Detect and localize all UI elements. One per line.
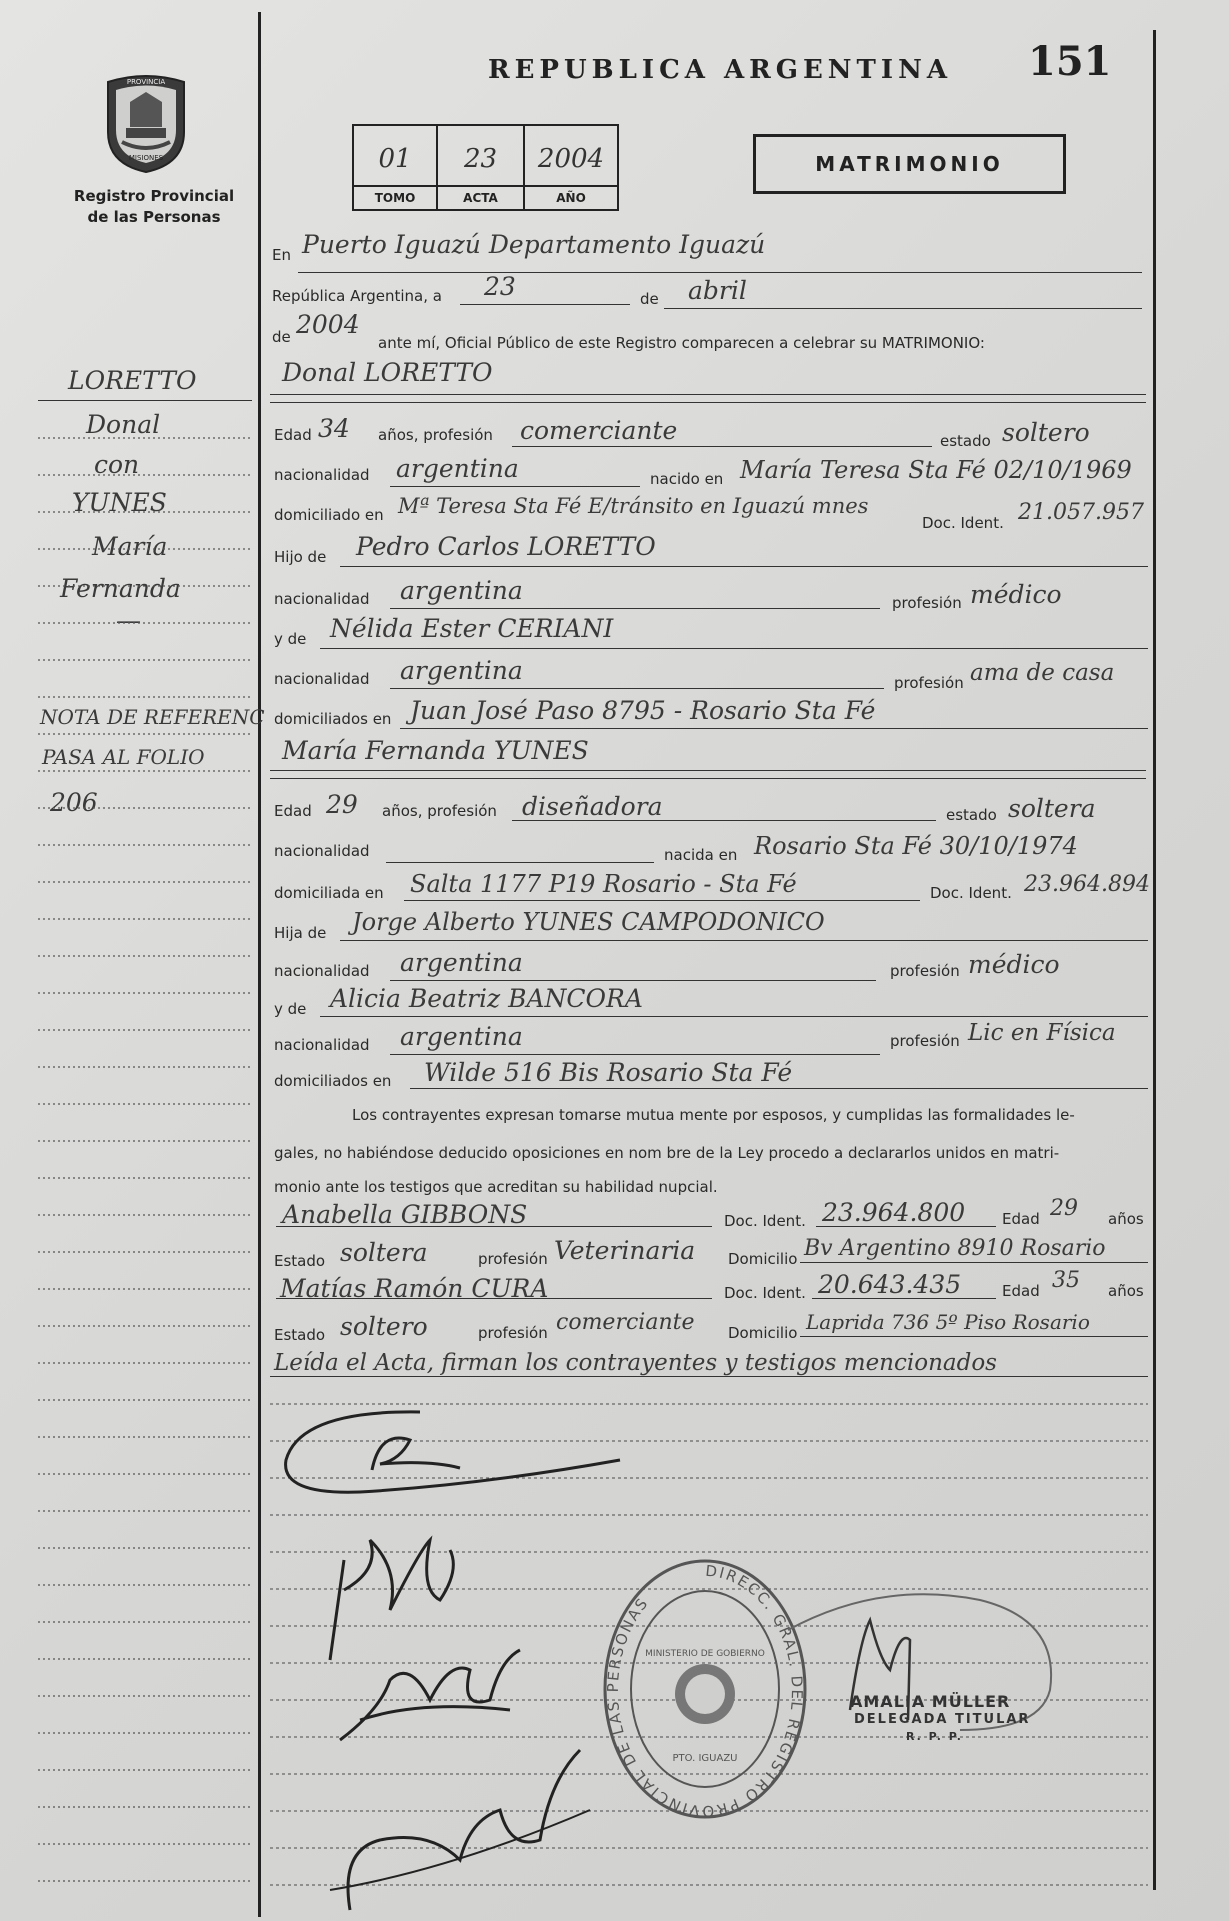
- groom-nacido-label: nacido en: [650, 470, 724, 488]
- bride-name: María Fernanda YUNES: [282, 736, 589, 765]
- place-value: Puerto Iguazú Departamento Iguazú: [302, 230, 766, 259]
- republica-label: República Argentina, a: [272, 287, 442, 305]
- groom-mother-nac: argentina: [400, 656, 523, 685]
- witness-1-dom-label: Domicilio: [728, 1250, 798, 1268]
- closing-text: Leída el Acta, firman los contrayentes y testigos mencionados: [274, 1350, 997, 1376]
- declaration-line-3: monio ante los testigos que acreditan su habilidad nupcial.: [274, 1178, 718, 1196]
- margin-con: con: [94, 450, 140, 479]
- svg-text:PTO. IGUAZU: PTO. IGUAZU: [672, 1753, 738, 1764]
- groom-parents-dom: Juan José Paso 8795 - Rosario Sta Fé: [410, 696, 876, 725]
- witness-1-doc: 23.964.800: [822, 1198, 966, 1227]
- day-value: 23: [484, 272, 516, 301]
- prof-label: profesión: [890, 1032, 960, 1050]
- margin-dash: —: [116, 606, 141, 635]
- page-title: REPUBLICA ARGENTINA: [488, 55, 953, 85]
- witness-1-profesion: Veterinaria: [554, 1236, 696, 1265]
- groom-father: Pedro Carlos LORETTO: [356, 532, 656, 561]
- margin-nota-1: NOTA DE REFERENC: [40, 705, 265, 729]
- nac-label: nacionalidad: [274, 962, 370, 980]
- witness-2-domicilio: Laprida 736 5º Piso Rosario: [806, 1310, 1090, 1334]
- witness-2-edad-label: Edad: [1002, 1282, 1040, 1300]
- witness-2-edad: 35: [1052, 1268, 1080, 1293]
- groom-anios-label: años, profesión: [378, 426, 493, 444]
- bride-doc-label: Doc. Ident.: [930, 884, 1012, 902]
- prof-label: profesión: [892, 594, 962, 612]
- witness-2-anios-label: años: [1108, 1282, 1144, 1300]
- witness-2-estado-label: Estado: [274, 1326, 326, 1344]
- svg-text:PROVINCIA: PROVINCIA: [126, 78, 166, 86]
- bride-father-nac: argentina: [400, 948, 523, 977]
- signature-4: [310, 1720, 610, 1920]
- en-label: En: [272, 246, 291, 264]
- witness-1-prof-label: profesión: [478, 1250, 548, 1268]
- bride-edad: 29: [326, 790, 358, 819]
- signature-1: [280, 1400, 640, 1510]
- hija-label: Hija de: [274, 924, 327, 942]
- groom-dom-label: domiciliado en: [274, 506, 384, 524]
- hijo-label: Hijo de: [274, 548, 327, 566]
- margin-surname-2: YUNES: [72, 488, 167, 517]
- tomo-value: 01: [378, 144, 412, 174]
- margin-name-2a: María: [92, 532, 168, 561]
- margin-name-1: Donal: [86, 410, 161, 439]
- yde-label: y de: [274, 630, 307, 648]
- yde-label: y de: [274, 1000, 307, 1018]
- domiciliados-label: domiciliados en: [274, 710, 392, 728]
- groom-estado: soltero: [1002, 418, 1090, 447]
- bride-profesion: diseñadora: [522, 792, 663, 821]
- year-value: 2004: [296, 310, 360, 339]
- groom-doc-label: Doc. Ident.: [922, 514, 1004, 532]
- groom-mother: Nélida Ester CERIANI: [330, 614, 614, 643]
- prof-label: profesión: [890, 962, 960, 980]
- anio-label: AÑO: [525, 185, 617, 209]
- officer-name: AMALIA MÜLLER: [850, 1692, 1011, 1711]
- groom-father-prof: médico: [970, 580, 1062, 609]
- bride-nacida: Rosario Sta Fé 30/10/1974: [754, 832, 1078, 860]
- folio-number: 151: [1028, 38, 1112, 85]
- bride-edad-label: Edad: [274, 802, 312, 820]
- margin-name-2b: Fernanda: [60, 574, 181, 603]
- svg-text:MISIONES: MISIONES: [128, 154, 164, 162]
- bride-nac-label: nacionalidad: [274, 842, 370, 860]
- officer-title: DELEGADA TITULAR: [854, 1712, 1031, 1727]
- witness-1-edad-label: Edad: [1002, 1210, 1040, 1228]
- margin-nota-2: PASA AL FOLIO: [42, 745, 205, 769]
- margin-surname-1: LORETTO: [68, 366, 197, 395]
- groom-domicilio: Mª Teresa Sta Fé E/tránsito en Iguazú mnes: [398, 494, 869, 518]
- bride-domicilio: Salta 1177 P19 Rosario - Sta Fé: [410, 870, 797, 898]
- witness-1-name: Anabella GIBBONS: [282, 1200, 528, 1229]
- bride-doc: 23.964.894: [1024, 872, 1150, 897]
- bride-father: Jorge Alberto YUNES CAMPODONICO: [352, 908, 825, 936]
- de-label-2: de: [272, 328, 291, 346]
- officer-org: R. P. P.: [906, 1730, 963, 1743]
- witness-1-doc-label: Doc. Ident.: [724, 1212, 806, 1230]
- groom-name: Donal LORETTO: [282, 358, 493, 387]
- witness-2-doc: 20.643.435: [818, 1270, 962, 1299]
- witness-1-estado-label: Estado: [274, 1252, 326, 1270]
- witness-1-anios-label: años: [1108, 1210, 1144, 1228]
- groom-edad-label: Edad: [274, 426, 312, 444]
- bride-nacida-label: nacida en: [664, 846, 738, 864]
- nac-label: nacionalidad: [274, 670, 370, 688]
- prof-label: profesión: [894, 674, 964, 692]
- nac-label: nacionalidad: [274, 1036, 370, 1054]
- witness-2-dom-label: Domicilio: [728, 1324, 798, 1342]
- bride-mother: Alicia Beatriz BANCORA: [330, 984, 643, 1013]
- witness-2-estado: soltero: [340, 1312, 428, 1341]
- witness-2-prof-label: profesión: [478, 1324, 548, 1342]
- anio-value: 2004: [537, 144, 605, 174]
- document-type-box: MATRIMONIO: [753, 134, 1066, 194]
- month-value: abril: [688, 276, 747, 305]
- witness-2-profesion: comerciante: [556, 1310, 695, 1335]
- nac-label: nacionalidad: [274, 590, 370, 608]
- groom-mother-prof: ama de casa: [970, 660, 1115, 686]
- margin-nota-3: 206: [50, 788, 98, 817]
- ante-label: ante mí, Oficial Público de este Registro comparecen a celebrar su MATRIMONIO:: [378, 334, 985, 352]
- witness-2-name: Matías Ramón CURA: [280, 1274, 549, 1303]
- declaration-line-1: Los contrayentes expresan tomarse mutua mente por esposos, y cumplidas las formalidades le-: [352, 1106, 1075, 1124]
- svg-text:DIRECC. GRAL. DEL REGISTRO PRO: DIRECC. GRAL. DEL REGISTRO PROVINCIAL DE LAS PERSONAS: [603, 1561, 807, 1821]
- bride-father-prof: médico: [968, 950, 1060, 979]
- tomo-label: TOMO: [354, 185, 436, 209]
- acta-label: ACTA: [438, 185, 523, 209]
- bride-dom-label: domiciliada en: [274, 884, 384, 902]
- svg-text:MINISTERIO DE GOBIERNO: MINISTERIO DE GOBIERNO: [645, 1649, 765, 1659]
- de-label: de: [640, 290, 659, 308]
- bride-mother-prof: Lic en Física: [968, 1020, 1116, 1046]
- bride-anios-label: años, profesión: [382, 802, 497, 820]
- registry-name: Registro Provincial de las Personas: [73, 187, 235, 226]
- bride-estado-label: estado: [946, 806, 997, 824]
- groom-nacionalidad: argentina: [396, 454, 519, 483]
- groom-doc: 21.057.957: [1018, 500, 1144, 525]
- declaration-line-2: gales, no habiéndose deducido oposiciones en nom bre de la Ley procedo a declararlos unidos en matri-: [274, 1144, 1060, 1162]
- bride-parents-dom: Wilde 516 Bis Rosario Sta Fé: [424, 1058, 793, 1087]
- groom-profesion: comerciante: [520, 416, 678, 445]
- groom-nac-label: nacionalidad: [274, 466, 370, 484]
- acta-value: 23: [463, 144, 498, 174]
- groom-estado-label: estado: [940, 432, 991, 450]
- groom-father-nac: argentina: [400, 576, 523, 605]
- witness-1-edad: 29: [1050, 1196, 1078, 1221]
- groom-nacido: María Teresa Sta Fé 02/10/1969: [740, 456, 1132, 484]
- witness-1-domicilio: Bv Argentino 8910 Rosario: [804, 1236, 1106, 1261]
- witness-1-estado: soltera: [340, 1238, 428, 1267]
- bride-mother-nac: argentina: [400, 1022, 523, 1051]
- bride-estado: soltera: [1008, 794, 1096, 823]
- witness-2-doc-label: Doc. Ident.: [724, 1284, 806, 1302]
- domiciliados-label: domiciliados en: [274, 1072, 392, 1090]
- groom-edad: 34: [318, 414, 350, 443]
